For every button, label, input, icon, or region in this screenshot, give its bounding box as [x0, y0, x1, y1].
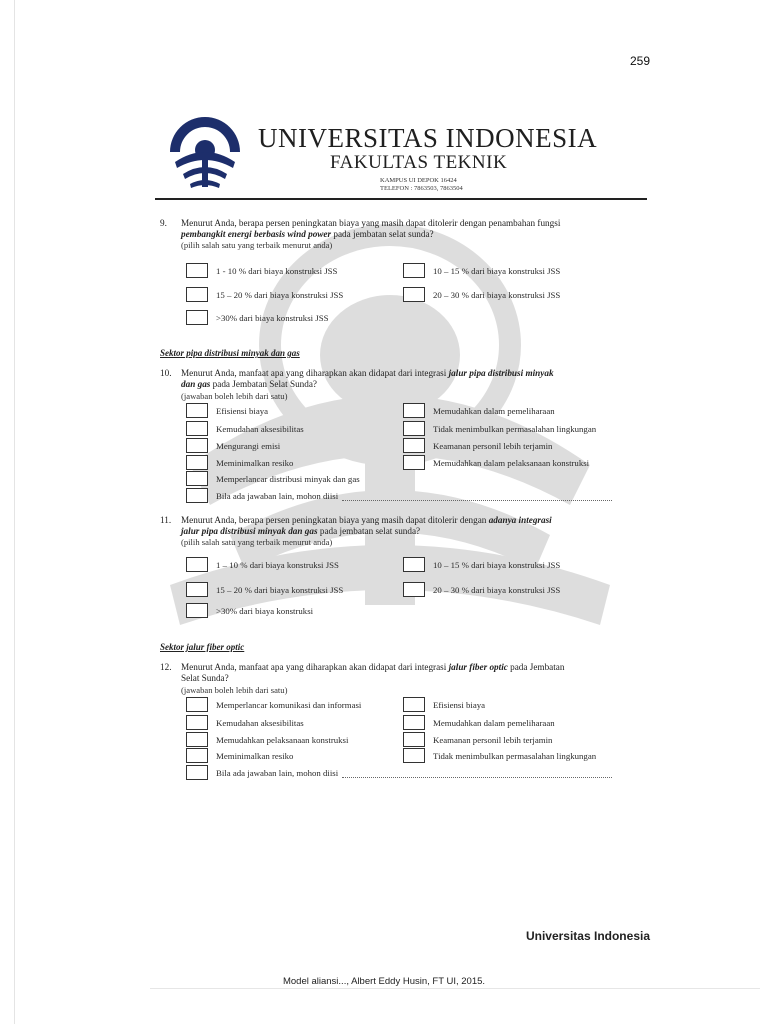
option-label: Meminimalkan resiko [216, 750, 294, 761]
q11-text-b-em: jalur pipa distribusi minyak dan gas [181, 525, 318, 536]
checkbox[interactable] [186, 263, 208, 278]
option-label: Memudahkan dalam pemeliharaan [433, 717, 555, 728]
q10-option-left-4[interactable] [186, 455, 293, 470]
checkbox[interactable] [186, 582, 208, 597]
option-label: Bila ada jawaban lain, mohon diisi [216, 490, 339, 501]
checkbox[interactable] [186, 715, 208, 730]
q12-option-left-4[interactable] [186, 748, 293, 763]
checkbox[interactable] [403, 455, 425, 470]
option-label: >30% dari biaya konstruksi JSS [216, 312, 329, 323]
section-heading-pipa: Sektor pipa distribusi minyak dan gas [160, 348, 300, 358]
checkbox[interactable] [403, 748, 425, 763]
checkbox[interactable] [186, 603, 208, 618]
q12-option-left-3[interactable] [186, 732, 348, 747]
q10-option-left-3[interactable] [186, 438, 280, 453]
option-label: Memudahkan dalam pelaksanaan konstruksi [433, 457, 590, 468]
option-label: 20 – 30 % dari biaya konstruksi JSS [433, 584, 561, 595]
q10-number: 10. [160, 368, 172, 378]
checkbox[interactable] [186, 488, 208, 503]
section-heading-fiber: Sektor jalur fiber optic [160, 642, 245, 652]
checkbox[interactable] [403, 697, 425, 712]
q10-option-right-2[interactable] [403, 421, 596, 436]
q12-text-a: Menurut Anda, manfaat apa yang diharapkan akan didapat dari integrasi [181, 662, 449, 672]
checkbox[interactable] [403, 403, 425, 418]
q9-option-2[interactable] [403, 263, 560, 278]
q11-option-3[interactable] [186, 582, 343, 597]
option-label: Memperlancar distribusi minyak dan gas [216, 473, 360, 484]
q12-text [181, 662, 636, 683]
option-label: Efisiensi biaya [433, 699, 486, 710]
checkbox[interactable] [403, 582, 425, 597]
q12-option-right-1[interactable] [403, 697, 485, 712]
header-rule [155, 198, 647, 200]
q12-option-left-5[interactable] [186, 765, 612, 780]
q11-text [181, 515, 636, 536]
q9-text [181, 218, 636, 239]
checkbox[interactable] [186, 438, 208, 453]
q10-option-right-1[interactable] [403, 403, 555, 418]
q9-text-b: pada jembatan selat sunda? [331, 228, 434, 239]
option-label: Keamanan personil lebih terjamin [433, 440, 553, 451]
q10-text-b-em: dan gas [181, 378, 211, 389]
q12-number: 12. [160, 662, 172, 672]
q11-text-a-em: adanya integrasi [488, 515, 552, 525]
q9-option-3[interactable] [186, 287, 343, 302]
q12-text-a-em: jalur fiber optic [448, 662, 508, 672]
checkbox[interactable] [186, 697, 208, 712]
option-label: 1 - 10 % dari biaya konstruksi JSS [216, 265, 338, 276]
answer-line[interactable] [342, 768, 612, 778]
checkbox[interactable] [186, 748, 208, 763]
option-label: 15 – 20 % dari biaya konstruksi JSS [216, 584, 344, 595]
checkbox[interactable] [186, 287, 208, 302]
address-line-2: TELEFON : 7863503, 7863504 [380, 185, 463, 192]
q10-text-a: Menurut Anda, manfaat apa yang diharapkan akan didapat dari integrasi [181, 368, 449, 378]
q10-option-right-3[interactable] [403, 438, 552, 453]
checkbox[interactable] [186, 310, 208, 325]
q10-option-left-1[interactable] [186, 403, 268, 418]
faculty-name: FAKULTAS TEKNIK [330, 152, 508, 173]
q11-text-a: Menurut Anda, berapa persen peningkatan biaya yang masih dapat ditolerir dengan [181, 515, 489, 525]
q10-text-a-em: jalur pipa distribusi minyak [448, 368, 554, 378]
q10-note: (jawaban boleh lebih dari satu) [181, 391, 288, 401]
q9-note: (pilih salah satu yang terbaik menurut anda) [181, 240, 333, 250]
checkbox[interactable] [186, 471, 208, 486]
q9-option-4[interactable] [403, 287, 560, 302]
answer-line[interactable] [342, 491, 612, 501]
q12-option-left-1[interactable] [186, 697, 361, 712]
checkbox[interactable] [186, 765, 208, 780]
option-label: 1 – 10 % dari biaya konstruksi JSS [216, 559, 339, 570]
q10-text [181, 368, 636, 389]
checkbox[interactable] [403, 263, 425, 278]
q12-option-left-2[interactable] [186, 715, 304, 730]
q10-option-left-6[interactable] [186, 488, 612, 503]
option-label: 20 – 30 % dari biaya konstruksi JSS [433, 289, 561, 300]
checkbox[interactable] [186, 403, 208, 418]
option-label: >30% dari biaya konstruksi [216, 605, 314, 616]
q11-option-5[interactable] [186, 603, 313, 618]
q11-text-b: pada jembatan selat sunda? [317, 525, 421, 536]
q12-option-right-2[interactable] [403, 715, 555, 730]
checkbox[interactable] [403, 287, 425, 302]
option-label: 15 – 20 % dari biaya konstruksi JSS [216, 289, 344, 300]
q11-option-2[interactable] [403, 557, 560, 572]
checkbox[interactable] [403, 557, 425, 572]
option-label: Kemudahan aksesibilitas [216, 423, 304, 434]
university-logo [165, 112, 245, 192]
q9-option-5[interactable] [186, 310, 328, 325]
q9-number: 9. [160, 218, 167, 228]
option-label: Memudahkan pelaksanaan konstruksi [216, 734, 349, 745]
q12-text-b: Selat Sunda? [181, 672, 229, 683]
page-edge-bottom [150, 988, 760, 989]
page-number: 259 [629, 54, 650, 68]
checkbox[interactable] [186, 557, 208, 572]
address-line-1: KAMPUS UI DEPOK 16424 [380, 177, 457, 184]
checkbox[interactable] [186, 732, 208, 747]
q10-text-b: pada Jembatan Selat Sunda? [210, 378, 318, 389]
option-label: Tidak menimbulkan permasalahan lingkungan [433, 423, 597, 434]
q11-option-1[interactable] [186, 557, 339, 572]
option-label: Memudahkan dalam pemeliharaan [433, 405, 555, 416]
option-label: Keamanan personil lebih terjamin [433, 734, 553, 745]
q12-note: (jawaban boleh lebih dari satu) [181, 685, 288, 695]
option-label: Meminimalkan resiko [216, 457, 294, 468]
checkbox[interactable] [186, 421, 208, 436]
checkbox[interactable] [403, 438, 425, 453]
footer-citation: Model aliansi..., Albert Eddy Husin, FT UI, 2015. [282, 976, 486, 987]
q9-text-a: Menurut Anda, berapa persen peningkatan biaya yang masih dapat ditolerir dengan penambahan fungsi [181, 218, 561, 228]
university-name: UNIVERSITAS INDONESIA [258, 123, 598, 153]
option-label: Mengurangi emisi [216, 440, 281, 451]
q9-option-1[interactable] [186, 263, 337, 278]
option-label: Kemudahan aksesibilitas [216, 717, 304, 728]
q12-option-right-3[interactable] [403, 732, 552, 747]
option-label: 10 – 15 % dari biaya konstruksi JSS [433, 265, 561, 276]
q11-option-4[interactable] [403, 582, 560, 597]
q10-option-right-4[interactable] [403, 455, 589, 470]
q11-number: 11. [160, 515, 172, 525]
option-label: Memperlancar komunikasi dan informasi [216, 699, 362, 710]
checkbox[interactable] [403, 715, 425, 730]
q12-option-right-4[interactable] [403, 748, 596, 763]
option-label: 10 – 15 % dari biaya konstruksi JSS [433, 559, 561, 570]
q10-option-left-2[interactable] [186, 421, 304, 436]
footer-university: Universitas Indonesia [525, 929, 650, 943]
q11-note: (pilih salah satu yang terbaik menurut anda) [181, 537, 333, 547]
option-label: Bila ada jawaban lain, mohon diisi [216, 767, 339, 778]
option-label: Efisiensi biaya [216, 405, 269, 416]
checkbox[interactable] [403, 732, 425, 747]
q12-text-a2: pada Jembatan [507, 662, 565, 672]
q9-text-b-em: pembangkit energi berbasis wind power [181, 228, 332, 239]
q10-option-left-5[interactable] [186, 471, 360, 486]
option-label: Tidak menimbulkan permasalahan lingkungan [433, 750, 597, 761]
checkbox[interactable] [403, 421, 425, 436]
page-edge-left [14, 0, 15, 1024]
checkbox[interactable] [186, 455, 208, 470]
